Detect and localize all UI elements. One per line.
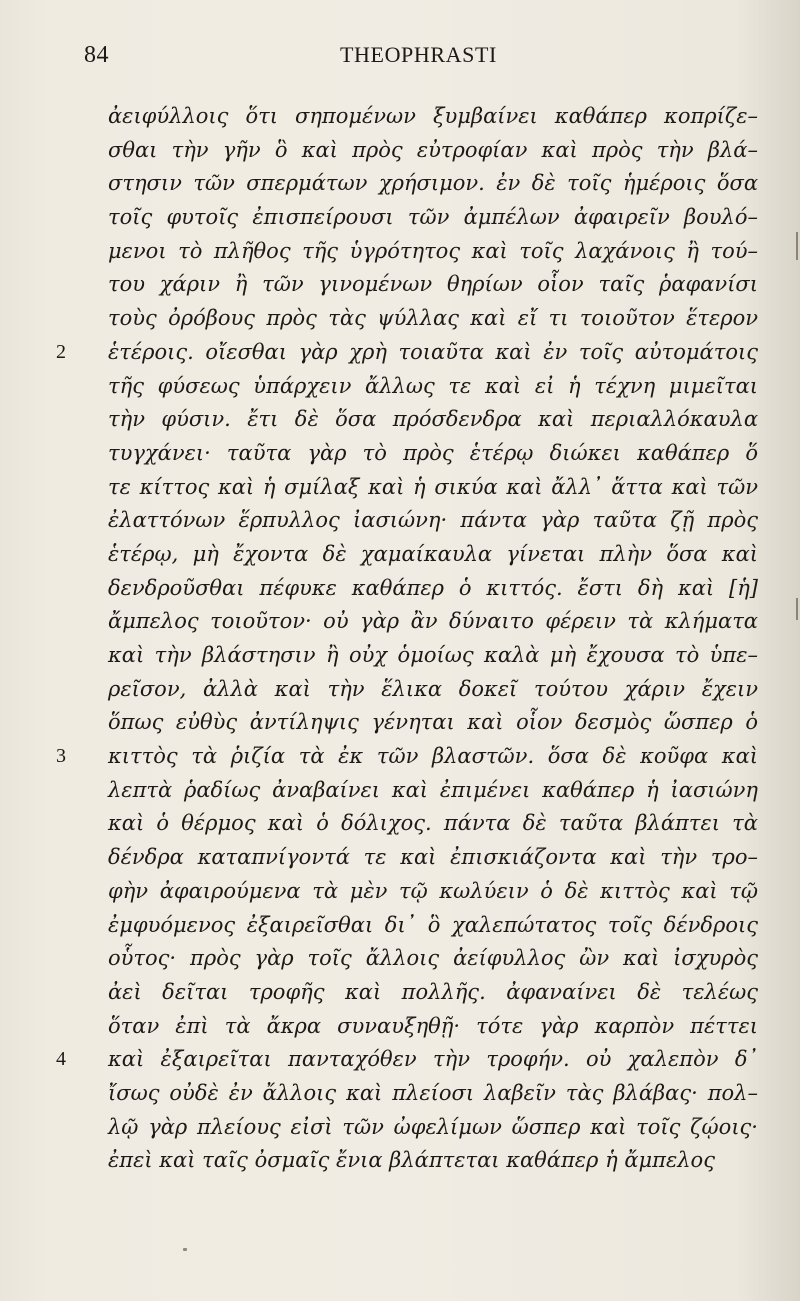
text-line: [56, 336, 758, 370]
line-text: ρεῖσον, ἀλλὰ καὶ τὴν ἕλικα δοκεῖ τούτου χάριν ἔχειν: [108, 676, 758, 701]
line-text: ἀειφύλλοις ὅτι σηπομένων ξυμβαίνει καθάπερ κοπρίζε–: [108, 104, 758, 128]
text-line: [108, 370, 758, 404]
text-line: [108, 201, 758, 235]
text-line: [56, 740, 758, 774]
section-number: 3: [56, 745, 66, 768]
text-line: [108, 1111, 758, 1145]
line-text: τυγχάνει· ταῦτα γὰρ τὸ πρὸς ἑτέρῳ διώκει καθάπερ ὅ: [108, 440, 758, 465]
text-line: [108, 235, 758, 269]
page-number: 84: [84, 42, 109, 68]
text-line: [108, 673, 758, 707]
text-line: [108, 134, 758, 168]
line-text: στησιν τῶν σπερμάτων χρήσιμον. ἐν δὲ τοῖς ἡμέροις ὅσα: [108, 171, 758, 196]
text-line: [108, 706, 758, 740]
page-edge-mark: [796, 598, 798, 620]
text-line: [108, 1010, 758, 1044]
page-edge-mark: [796, 232, 798, 260]
line-text: ὅπως εὐθὺς ἀντίληψις γένηται καὶ οἷον δεσμὸς ὥσπερ ὁ: [108, 710, 758, 735]
text-line: [108, 100, 758, 134]
line-text: ἐπεὶ καὶ ταῖς ὀσμαῖς ἔνια βλάπτεται καθάπερ ἡ ἄμπελος: [108, 1148, 715, 1173]
line-text: ἀεὶ δεῖται τροφῆς καὶ πολλῆς. ἀφαναίνει δὲ τελέως: [108, 979, 758, 1004]
line-text: τῆς φύσεως ὑπάρχειν ἄλλως τε καὶ εἰ ἡ τέχνη μιμεῖται: [108, 373, 758, 398]
line-text: ὅταν ἐπὶ τὰ ἄκρα συναυξηθῇ· τότε γὰρ καρπὸν πέττει: [108, 1013, 758, 1038]
line-text: ἐλαττόνων ἕρπυλλος ἰασιώνη· πάντα γὰρ ταῦτα ζῇ πρὸς: [108, 508, 758, 533]
line-text: λῷ γὰρ πλείους εἰσὶ τῶν ὠφελίμων ὥσπερ καὶ τοῖς ζῴοις·: [108, 1114, 758, 1139]
line-text: δενδροῦσθαι πέφυκε καθάπερ ὁ κιττός. ἔστι δὴ καὶ [ἡ]: [108, 575, 758, 600]
text-line: [108, 471, 758, 505]
line-text: ἄμπελος τοιοῦτον· οὐ γὰρ ἂν δύναιτο φέρειν τὰ κλήματα: [108, 609, 758, 634]
section-number: 2: [56, 340, 66, 363]
text-line: [108, 1077, 758, 1111]
text-line: [108, 1144, 758, 1178]
text-line: [108, 403, 758, 437]
line-text: καὶ τὴν βλάστησιν ἢ οὐχ ὁμοίως καλὰ μὴ ἔχουσα τὸ ὑπε–: [108, 643, 758, 667]
section-number: 4: [56, 1048, 66, 1071]
line-text: τε κίττος καὶ ἡ σμίλαξ καὶ ἡ σικύα καὶ ἄλλ᾽ ἅττα καὶ τῶν: [108, 474, 758, 499]
text-line: [108, 875, 758, 909]
line-text: τὴν φύσιν. ἔτι δὲ ὅσα πρόσδενδρα καὶ περιαλλόκαυλα: [108, 407, 758, 432]
text-line: [108, 572, 758, 606]
line-text: κιττὸς τὰ ῥιζία τὰ ἐκ τῶν βλαστῶν. ὅσα δὲ κοῦφα καὶ: [108, 744, 758, 769]
text-line: [108, 639, 758, 673]
text-line: [108, 268, 758, 302]
line-text: μενοι τὸ πλῆθος τῆς ὑγρότητος καὶ τοῖς λαχάνοις ἢ τού–: [108, 238, 758, 263]
text-line: [108, 976, 758, 1010]
line-text: του χάριν ἢ τῶν γινομένων θηρίων οἷον ταῖς ῥαφανίσι: [108, 272, 758, 297]
paper-speck: [183, 1248, 187, 1251]
line-text: φὴν ἀφαιρούμενα τὰ μὲν τῷ κωλύειν ὁ δὲ κιττὸς καὶ τῷ: [108, 878, 758, 903]
line-text: σθαι τὴν γῆν ὃ καὶ πρὸς εὐτροφίαν καὶ πρὸς τὴν βλά–: [108, 137, 758, 162]
line-text: ἑτέρῳ, μὴ ἔχοντα δὲ χαμαίκαυλα γίνεται πλὴν ὅσα καὶ: [108, 541, 758, 566]
text-line: [108, 807, 758, 841]
line-text: δένδρα καταπνίγοντά τε καὶ ἐπισκιάζοντα καὶ τὴν τρο–: [108, 845, 758, 870]
text-line: [108, 504, 758, 538]
line-text: οὗτος· πρὸς γὰρ τοῖς ἄλλοις ἀείφυλλος ὢν καὶ ἰσχυρὸς: [108, 946, 758, 971]
text-line: [108, 605, 758, 639]
text-line: [108, 909, 758, 943]
text-line: [108, 302, 758, 336]
text-line: [108, 437, 758, 471]
line-text: λεπτὰ ῥαδίως ἀναβαίνει καὶ ἐπιμένει καθάπερ ἡ ἰασιώνη: [108, 777, 758, 802]
line-text: ἴσως οὐδὲ ἐν ἄλλοις καὶ πλείοσι λαβεῖν τὰς βλάβας· πολ–: [108, 1080, 758, 1105]
text-line: [108, 538, 758, 572]
greek-text-body: [56, 100, 758, 1178]
line-text: καὶ ἐξαιρεῖται πανταχόθεν τὴν τροφήν. οὐ χαλεπὸν δ᾽: [108, 1047, 758, 1072]
line-text: ἐμφυόμενος ἐξαιρεῖσθαι δι᾽ ὃ χαλεπώτατος τοῖς δένδροις: [108, 912, 758, 937]
text-line: [108, 841, 758, 875]
text-line: [108, 942, 758, 976]
running-title: THEOPHRASTI: [340, 42, 497, 67]
text-line: [108, 167, 758, 201]
text-line: [56, 1043, 758, 1077]
line-text: ἑτέροις. οἴεσθαι γὰρ χρὴ τοιαῦτα καὶ ἐν τοῖς αὐτομάτοις: [108, 339, 758, 364]
line-text: καὶ ὁ θέρμος καὶ ὁ δόλιχος. πάντα δὲ ταῦτα βλάπτει τὰ: [108, 811, 758, 836]
line-text: τοῖς φυτοῖς ἐπισπείρουσι τῶν ἀμπέλων ἀφαιρεῖν βουλό–: [108, 205, 758, 230]
text-line: [108, 774, 758, 808]
line-text: τοὺς ὀρόβους πρὸς τὰς ψύλλας καὶ εἴ τι τοιοῦτον ἕτερον: [108, 306, 758, 331]
running-head: [0, 42, 800, 78]
